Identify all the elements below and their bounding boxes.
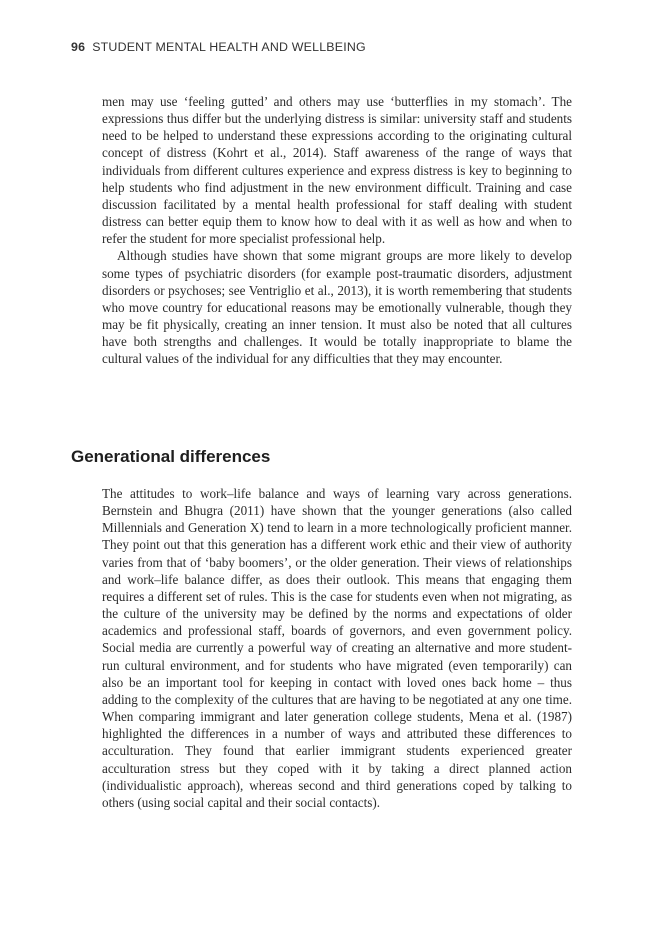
paragraph-continued: men may use ‘feeling gutted’ and others may use ‘butterflies in my stomach’. The expressions thus differ but the underlying distress is similar: university staff and students need to be helped to understand these expressions according to the originating cultural concept of distress (Kohrt et al., 2014). Staff awareness of the range of ways that individuals from different cultures experience and express distress is key to beginning to help students who find adjustment in the new environment difficult. Training and case discussion facilitated by a mental health professional for staff dealing with student distress can better equip them to know how to deal with it as well as how and when to refer the student for more specialist professional help. <box>102 94 572 247</box>
text-block-top <box>102 93 572 368</box>
paragraph-generational: The attitudes to work–life balance and ways of learning vary across generations. Bernstein and Bhugra (2011) have shown that the younger generations (also called Millennials and Generation X) tend to learn in a more technologically proficient manner. They point out that this generation has a different work ethic and their view of authority varies from that of ‘baby boomers’, or the older generation. Their views of relationships and work–life balance differ, as does their outlook. This means that engaging them requires a different set of rules. This is the case for students even when not migrating, as the culture of the university may be defined by the norms and expectations of older academics and professional staff, boards of governors, and even government policy. Social media are currently a powerful way of creating an alternative and more student-run cultural environment, and for students who have migrated (even temporarily) can also be an important tool for keeping in contact with loved ones back home – thus adding to the complexity of the cultures that are having to be negotiated at any one time. When comparing immigrant and later generation college students, Mena et al. (1987) highlighted the differences in a number of ways and attributed these differences to acculturation. They found that earlier immigrant students experienced greater acculturation stress but they coped with it by taking a direct planned action (individualistic approach), whereas second and third generations coped by talking to others (using social capital and their social contacts). <box>102 486 572 810</box>
running-title: STUDENT MENTAL HEALTH AND WELLBEING <box>92 40 366 54</box>
paragraph-migrant-groups: Although studies have shown that some migrant groups are more likely to develop some types of psychiatric disorders (for example post-traumatic disorders, adjustment disorders or psychoses; see Ventriglio et al., 2013), it is worth remembering that students who move country for educational reasons may be emotionally vulnerable, though they may be fit physically, creating an inner tension. It must also be noted that all cultures have both strengths and challenges. It would be totally inappropriate to blame the cultural values of the individual for any difficulties that they may encounter. <box>102 248 572 367</box>
running-head <box>71 40 366 54</box>
text-block-generational <box>102 485 572 811</box>
section-heading: Generational differences <box>71 447 271 466</box>
page-number: 96 <box>71 40 86 54</box>
